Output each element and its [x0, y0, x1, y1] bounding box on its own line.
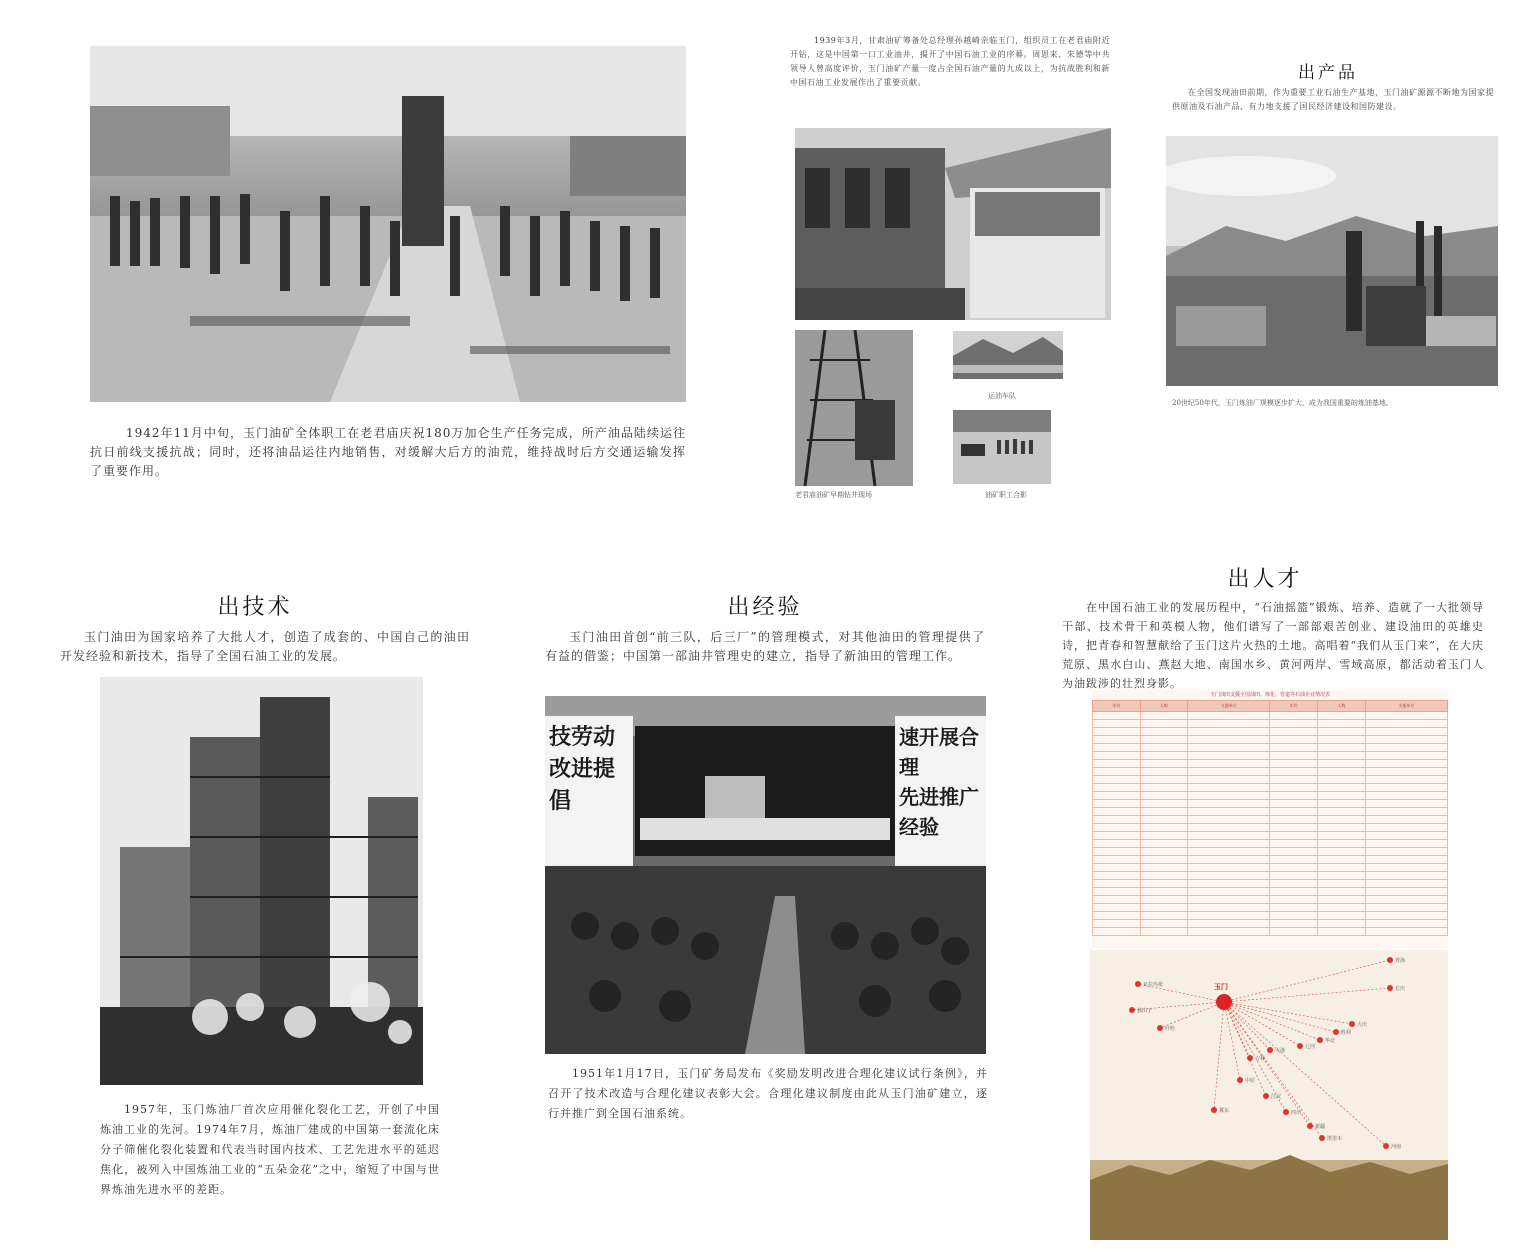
table-row: [1093, 760, 1448, 768]
photo-refinery-mountains: [1166, 136, 1498, 386]
city-label: 长庆: [1395, 986, 1406, 992]
table-row: [1093, 720, 1448, 728]
city-label: 河南: [1391, 1144, 1402, 1150]
table-row: [1093, 792, 1448, 800]
talent-text: 在中国石油工业的发展历程中，“石油摇篮”锻炼、培养、造就了一大批领导干部、技术骨干和英模人物，他们谱写了一部部艰苦创业、建设油田的英雄史诗，把青春和智慧献给了玉门这片火热的土地。高唱着“我们从玉门来”，在大庆荒原、黑水白山、燕赵大地、南国水乡、黄河两岸、雪域高原，都活动着玉门人为油跋涉的壮烈身影。: [1062, 601, 1484, 690]
support-table-title: 玉门油田支援全国油田、炼化、管道等石油企业情况表: [1209, 692, 1330, 698]
talent-flow-map: [1090, 950, 1448, 1240]
table-row: [1093, 752, 1448, 760]
flow-line: [1224, 1002, 1310, 1126]
city-label: 吐哈: [1165, 1026, 1176, 1032]
city-marker: [1317, 1037, 1323, 1043]
caption-landscape: 运油车队: [988, 392, 1016, 400]
city-label: 辽河: [1305, 1044, 1316, 1050]
city-marker: [1211, 1107, 1217, 1113]
support-table-body: [1093, 712, 1448, 936]
table-header: 人数: [1318, 701, 1366, 712]
table-header: 年份: [1093, 701, 1141, 712]
hub-marker: [1216, 994, 1232, 1010]
technology-caption: 1957年，玉门炼油厂首次应用催化裂化工艺，开创了中国炼油工业的先河。1974年7月，炼油厂建成的中国第一套流化床分子筛催化裂化装置和代表当时国内技术、工艺先进水平的延迟焦化，被列入中国炼油工业的“五朵金花”之中，缩短了中国与世界炼油先进水平的差距。: [100, 1103, 440, 1196]
experience-caption: 1951年1月17日，玉门矿务局发布《奖励发明改进合理化建议试行条例》，并召开了技术改造与合理化建议表彰大会。合理化建议制度由此从玉门油矿建立，逐行并推广到全国石油系统。: [548, 1067, 988, 1120]
experience-text: 玉门油田首创“前三队，后三厂”的管理模式，对其他油田的管理提供了有益的借鉴；中国第一部油井管理史的建立，指导了新油田的管理工作。: [545, 630, 985, 663]
city-label: 华北: [1325, 1038, 1336, 1044]
product-text: 在全国发现油田前期，作为重要工业石油生产基地，玉门油矿源源不断地为国家提供原油及石油产品，有力地支援了国民经济建设和国防建设。: [1172, 88, 1494, 111]
slogan-right: 速开展合理 先进推广经验: [899, 725, 979, 839]
city-marker: [1283, 1109, 1289, 1115]
city-label: 冀东: [1219, 1108, 1230, 1114]
map-hub-label: 玉门: [1214, 982, 1228, 991]
table-row: [1093, 744, 1448, 752]
city-label: 大港: [1275, 1048, 1286, 1054]
flow-line: [1224, 1002, 1336, 1032]
slogan-left: 技劳动 改进提倡: [549, 725, 616, 814]
table-row: [1093, 824, 1448, 832]
product-caption: 20世纪50年代，玉门炼油厂规模逐步扩大，成为我国重要的炼油基地。: [1172, 399, 1393, 407]
table-row: [1093, 816, 1448, 824]
city-marker: [1387, 957, 1393, 963]
table-row: [1093, 904, 1448, 912]
city-marker: [1129, 1007, 1135, 1013]
table-row: [1093, 784, 1448, 792]
city-label: 青海: [1395, 958, 1406, 964]
city-marker: [1267, 1047, 1273, 1053]
caption-derrick: 老君庙油矿早期钻井现场: [795, 491, 872, 499]
flow-line: [1224, 1002, 1352, 1024]
photo-celebration-crowd: [90, 46, 686, 402]
caption-convoy: 油矿职工合影: [985, 491, 1027, 499]
city-marker: [1333, 1029, 1339, 1035]
table-row: [1093, 840, 1448, 848]
top-middle-text: 1939年3月，甘肃油矿筹备处总经理孙越崎亲临玉门，组织员工在老君庙附近开钻，这是中国第一口工业油井，揭开了中国石油工业的序幕。周恩来、朱德等中共领导人曾高度评价，玉门油矿产量一度占全国石油产量的九成以上，为抗战胜利和新中国石油工业发展作出了重要贡献。: [790, 36, 1110, 87]
city-marker: [1237, 1077, 1243, 1083]
heading-experience: 出经验: [727, 595, 803, 620]
table-row: [1093, 728, 1448, 736]
support-table: [1092, 690, 1448, 948]
city-label: 四川: [1291, 1110, 1302, 1116]
city-marker: [1349, 1021, 1355, 1027]
technology-text: 玉门油田为国家培养了大批人才，创造了成套的、中国自己的油田开发经验和新技术，指导了全国石油工业的发展。: [60, 630, 470, 663]
table-row: [1093, 848, 1448, 856]
table-row: [1093, 872, 1448, 880]
city-label: 中原: [1245, 1078, 1256, 1084]
city-label: 大庆: [1357, 1022, 1368, 1028]
city-label: 塔里木: [1327, 1136, 1343, 1142]
table-header: 支援单位: [1188, 701, 1270, 712]
table-row: [1093, 920, 1448, 928]
city-label: 吉林: [1255, 1056, 1266, 1062]
photo-award-meeting: [545, 696, 986, 1054]
table-row: [1093, 856, 1448, 864]
photo-landscape-river: [953, 331, 1063, 379]
heading-technology: 出技术: [217, 595, 293, 620]
flow-line: [1224, 1002, 1322, 1138]
city-marker: [1135, 981, 1141, 987]
table-row: [1093, 800, 1448, 808]
photo-first-well-monument: [795, 128, 1111, 320]
photo-derrick: [795, 330, 913, 486]
table-row: [1093, 768, 1448, 776]
city-marker: [1263, 1093, 1269, 1099]
city-marker: [1307, 1123, 1313, 1129]
flow-line: [1224, 988, 1390, 1002]
table-row: [1093, 880, 1448, 888]
table-row: [1093, 776, 1448, 784]
table-row: [1093, 888, 1448, 896]
city-marker: [1387, 985, 1393, 991]
city-marker: [1297, 1043, 1303, 1049]
table-header: 年份: [1270, 701, 1318, 712]
table-row: [1093, 864, 1448, 872]
table-row: [1093, 808, 1448, 816]
city-marker: [1319, 1135, 1325, 1141]
flow-line: [1214, 1002, 1224, 1110]
city-label: 胜利: [1341, 1030, 1352, 1036]
table-row: [1093, 736, 1448, 744]
flow-line: [1224, 1002, 1300, 1046]
city-marker: [1247, 1055, 1253, 1061]
talent-flow-lines: [1090, 950, 1448, 1240]
table-row: [1093, 928, 1448, 936]
city-marker: [1383, 1143, 1389, 1149]
photo-cracking-unit: [100, 677, 423, 1085]
table-header: 人数: [1140, 701, 1188, 712]
photo-convoy: [953, 410, 1051, 484]
city-label: 克拉玛依: [1143, 982, 1164, 988]
table-row: [1093, 896, 1448, 904]
flow-line: [1224, 1002, 1270, 1050]
table-row: [1093, 712, 1448, 720]
heading-talent: 出人才: [1227, 567, 1303, 592]
support-table-grid: [1092, 700, 1448, 936]
heading-product: 出产品: [1298, 63, 1358, 83]
city-marker: [1157, 1025, 1163, 1031]
table-row: [1093, 832, 1448, 840]
table-header: 支援单位: [1365, 701, 1447, 712]
flow-line: [1224, 1002, 1320, 1040]
city-label: 江汉: [1271, 1094, 1282, 1100]
city-label: 独山子: [1137, 1008, 1153, 1014]
table-row: [1093, 912, 1448, 920]
city-label: 新疆: [1315, 1124, 1326, 1130]
flow-line: [1224, 960, 1390, 1002]
photo1-caption: 1942年11月中旬，玉门油矿全体职工在老君庙庆祝180万加仑生产任务完成，所产油品陆续运往抗日前线支援抗战；同时，还将油品运往内地销售，对缓解大后方的油荒，维持战时后方交通运输发挥了重要作用。: [90, 426, 686, 478]
